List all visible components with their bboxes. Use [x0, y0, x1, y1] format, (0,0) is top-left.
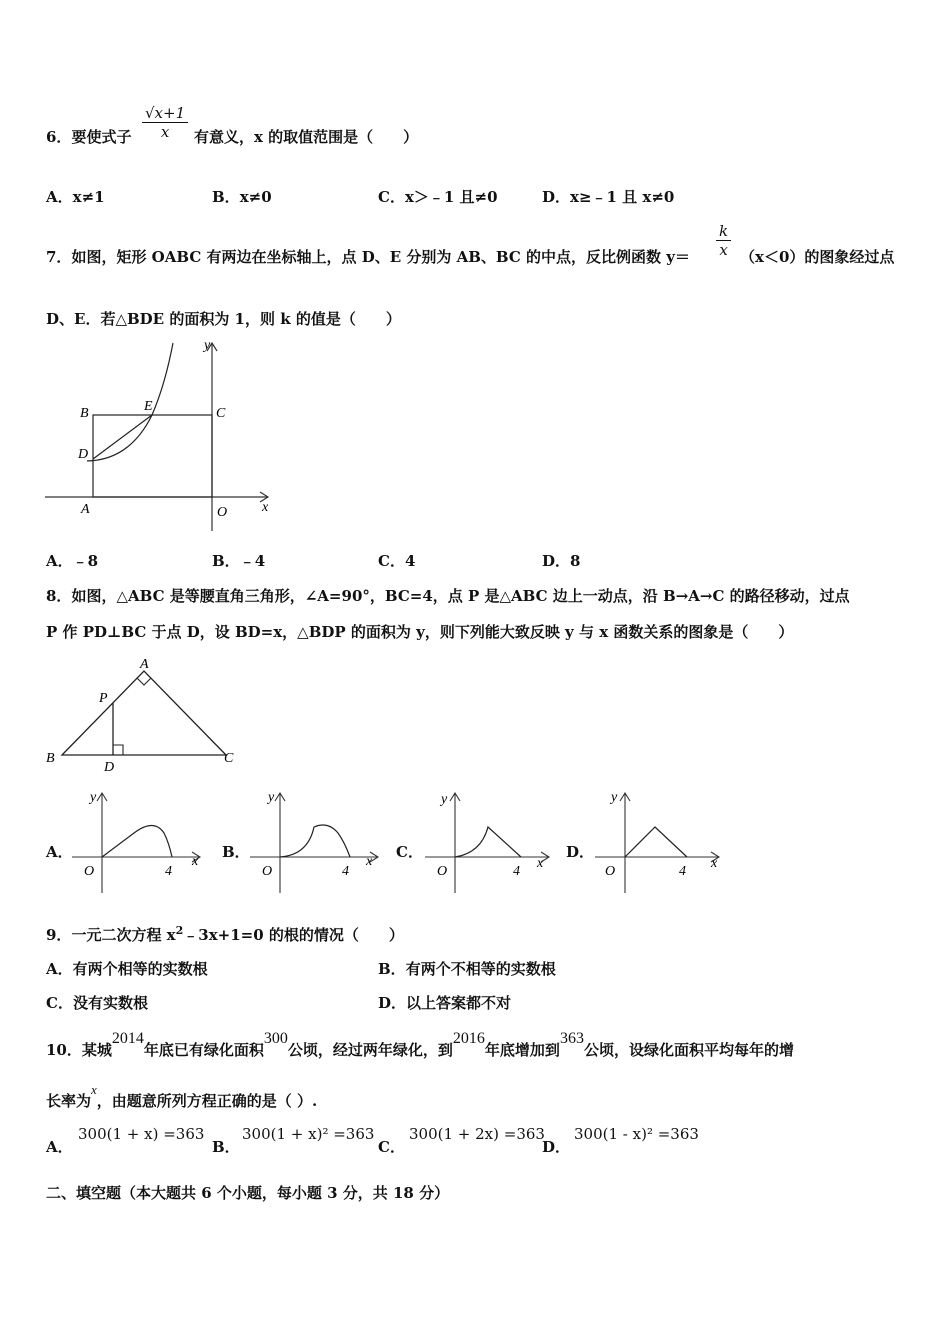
- svg-text:O: O: [605, 864, 616, 879]
- svg-text:O: O: [437, 864, 448, 879]
- q8-option-a-label: A．: [46, 843, 73, 861]
- svg-text:y: y: [611, 790, 618, 805]
- svg-text:y: y: [90, 790, 97, 805]
- q6-option-a: A．x≠1: [46, 188, 105, 206]
- q7-label-o: O: [217, 505, 228, 520]
- q10-option-c-label: C．: [378, 1138, 405, 1156]
- svg-text:y: y: [441, 792, 448, 807]
- q8-option-c-graph: [425, 785, 555, 895]
- q8-stem-line2: P 作 PD⊥BC 于点 D，设 BD=x，△BDP 的面积为 y，则下列能大致反映 y 与 x 函数关系的图象是（ ）: [46, 623, 794, 641]
- q8-right-angle-a: [137, 678, 151, 685]
- svg-text:y: y: [268, 790, 275, 805]
- q8-option-d-graph: [595, 785, 725, 895]
- q7-label-c: C: [216, 406, 226, 421]
- q8-option-a-graph: [72, 785, 202, 895]
- q10-stem-line2: 长率为x，由题意所列方程正确的是（ ）.: [46, 1082, 318, 1110]
- svg-text:4: 4: [165, 864, 172, 879]
- q8-option-d-label: D．: [566, 843, 595, 861]
- q9-option-d: D．以上答案都不对: [378, 994, 512, 1012]
- q8-label-a: A: [140, 657, 149, 672]
- q7-label-d: D: [78, 447, 89, 462]
- q9-option-a: A．有两个相等的实数根: [46, 960, 208, 978]
- q7-option-c: C．4: [378, 552, 416, 570]
- q8-label-p: P: [99, 691, 108, 706]
- q7-segment-de: [93, 415, 152, 459]
- q7-label-b: B: [80, 406, 89, 421]
- q7-option-a: A．﹣8: [46, 552, 99, 570]
- q7-stem-line1-end: （x＜0）的图象经过点: [740, 248, 895, 266]
- q6-stem: 6．要使式子: [46, 128, 132, 146]
- q7-label-a: A: [81, 502, 90, 517]
- q8-option-b-label: B．: [222, 843, 250, 861]
- svg-text:4: 4: [513, 864, 520, 879]
- q7-stem-line2: D、E．若△BDE 的面积为 1，则 k 的值是（ ）: [46, 310, 401, 328]
- q8-triangle: [62, 671, 226, 755]
- q9-stem: 9．一元二次方程 $x^2﹣3x+1=0$ 的根的情况（ ）: [46, 924, 404, 944]
- q6-option-d: D．x≥﹣1 且 x≠0: [542, 188, 675, 206]
- q8-label-b: B: [46, 751, 55, 766]
- q9-option-c: C．没有实数根: [46, 994, 148, 1012]
- q7-hyperbola: [87, 343, 173, 461]
- svg-text:4: 4: [679, 864, 686, 879]
- q10-option-a-equation: 300(1 + x) =363: [78, 1125, 205, 1143]
- q6-option-b: B．x≠0: [212, 188, 272, 206]
- q8-label-d: D: [104, 760, 115, 775]
- q7-fraction: $\frac{k}{x}$: [716, 222, 731, 259]
- svg-text:x: x: [537, 856, 544, 871]
- q7-label-e: E: [144, 399, 153, 414]
- q7-label-y: y: [204, 338, 211, 353]
- q10-option-c-equation: 300(1 + 2x) =363: [409, 1125, 545, 1143]
- q8-label-c: C: [224, 751, 234, 766]
- svg-text:x: x: [192, 854, 199, 869]
- svg-text:x: x: [366, 854, 373, 869]
- q10-option-a-label: A．: [46, 1138, 73, 1156]
- svg-text:O: O: [262, 864, 273, 879]
- q10-option-b-label: B．: [212, 1138, 240, 1156]
- q6-option-c: C．x＞﹣1 且≠0: [378, 188, 498, 206]
- q10-option-b-equation: 300(1 + x)² =363: [242, 1125, 375, 1143]
- q6-stem-suffix: 有意义，x 的取值范围是（ ）: [194, 128, 419, 146]
- q10-option-d-label: D．: [542, 1138, 571, 1156]
- q7-figure: [40, 335, 280, 535]
- q7-option-d: D．8: [542, 552, 581, 570]
- q7-stem-line1: 7．如图，矩形 OABC 有两边在坐标轴上，点 D、E 分别为 AB、BC 的中点，反比例函数 y＝: [46, 248, 690, 266]
- q10-option-d-equation: 300(1 - x)² =363: [574, 1125, 699, 1143]
- q8-stem-line1: 8．如图，△ABC 是等腰直角三角形，∠A=90°，BC=4，点 P 是△ABC 边上一动点，沿 B→A→C 的路径移动，过点: [46, 587, 850, 605]
- svg-text:4: 4: [342, 864, 349, 879]
- q7-label-x: x: [262, 500, 269, 515]
- svg-text:O: O: [84, 864, 95, 879]
- section2-title: 二、填空题（本大题共 6 个小题，每小题 3 分，共 18 分）: [46, 1184, 450, 1202]
- q8-option-c-label: C．: [396, 843, 423, 861]
- q9-option-b: B．有两个不相等的实数根: [378, 960, 556, 978]
- q8-triangle-figure: [40, 652, 250, 777]
- q10-stem-line1: 10．某城2014年底已有绿化面积300公顷，经过两年绿化，到2016年底增加到363公顷，设绿化面积平均每年的增: [46, 1030, 794, 1059]
- q8-option-b-graph: [250, 785, 380, 895]
- svg-text:x: x: [711, 856, 718, 871]
- q8-right-angle-d: [113, 745, 123, 755]
- q6-fraction: $\frac{√x+1}{x}$: [142, 104, 188, 141]
- q7-option-b: B．﹣4: [212, 552, 266, 570]
